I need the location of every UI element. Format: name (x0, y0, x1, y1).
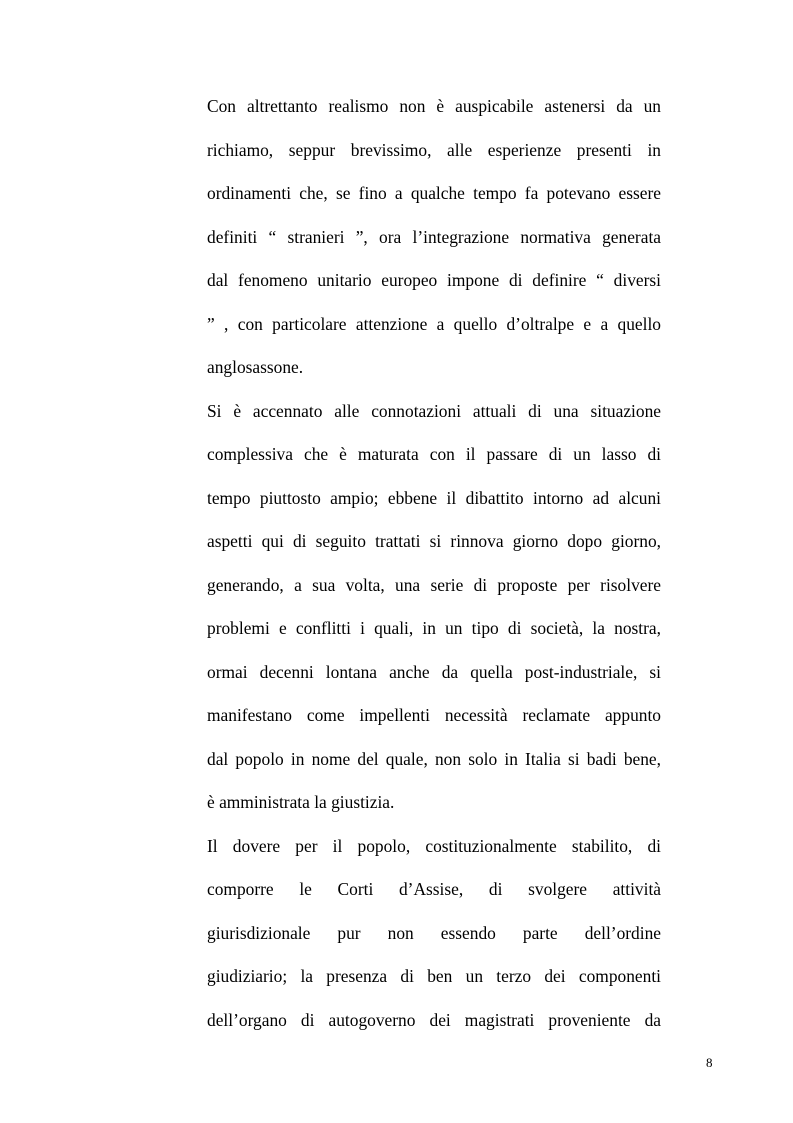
text-line: ” , con particolare attenzione a quello d’oltralpe e a quello (207, 313, 661, 334)
text-line: è amministrata la giustizia. (207, 792, 395, 812)
text-line: complessiva che è maturata con il passare di un lasso di (207, 444, 661, 464)
text-line: problemi e conflitti i quali, in un tipo di società, la nostra, (207, 618, 661, 638)
paragraph-2 (207, 390, 661, 825)
text-line: dell’organo di autogoverno dei magistrati proveniente da (207, 1009, 661, 1030)
text-line: ormai decenni lontana anche da quella post-industriale, si (207, 661, 661, 682)
paragraph-3 (207, 825, 661, 1043)
text-line: giurisdizionale pur non essendo parte dell’ordine (207, 922, 661, 943)
text-line: definiti “ stranieri ”, ora l’integrazione normativa generata (207, 226, 661, 247)
text-line: Il dovere per il popolo, costituzionalmente stabilito, di (207, 835, 661, 856)
text-line: generando, a sua volta, una serie di proposte per risolvere (207, 574, 661, 595)
text-line: Con altrettanto realismo non è auspicabile astenersi da un (207, 96, 661, 116)
text-line: manifestano come impellenti necessità reclamate appunto (207, 705, 661, 725)
page-number: 8 (706, 1055, 713, 1070)
text-line: aspetti qui di seguito trattati si rinnova giorno dopo giorno, (207, 531, 661, 551)
text-line: dal fenomeno unitario europeo impone di definire “ diversi (207, 270, 661, 290)
text-line: Si è accennato alle connotazioni attuali di una situazione (207, 400, 661, 421)
text-line: richiamo, seppur brevissimo, alle esperienze presenti in (207, 139, 661, 160)
text-line: anglosassone. (207, 357, 304, 377)
paragraph-1 (207, 85, 661, 390)
text-line: dal popolo in nome del quale, non solo in Italia si badi bene, (207, 748, 661, 769)
text-line: giudiziario; la presenza di ben un terzo dei componenti (207, 966, 661, 986)
text-line: ordinamenti che, se fino a qualche tempo fa potevano essere (207, 183, 661, 203)
text-line: tempo piuttosto ampio; ebbene il dibattito intorno ad alcuni (207, 487, 661, 508)
text-line: comporre le Corti d’Assise, di svolgere attività (207, 879, 661, 899)
body-text (207, 85, 661, 1042)
